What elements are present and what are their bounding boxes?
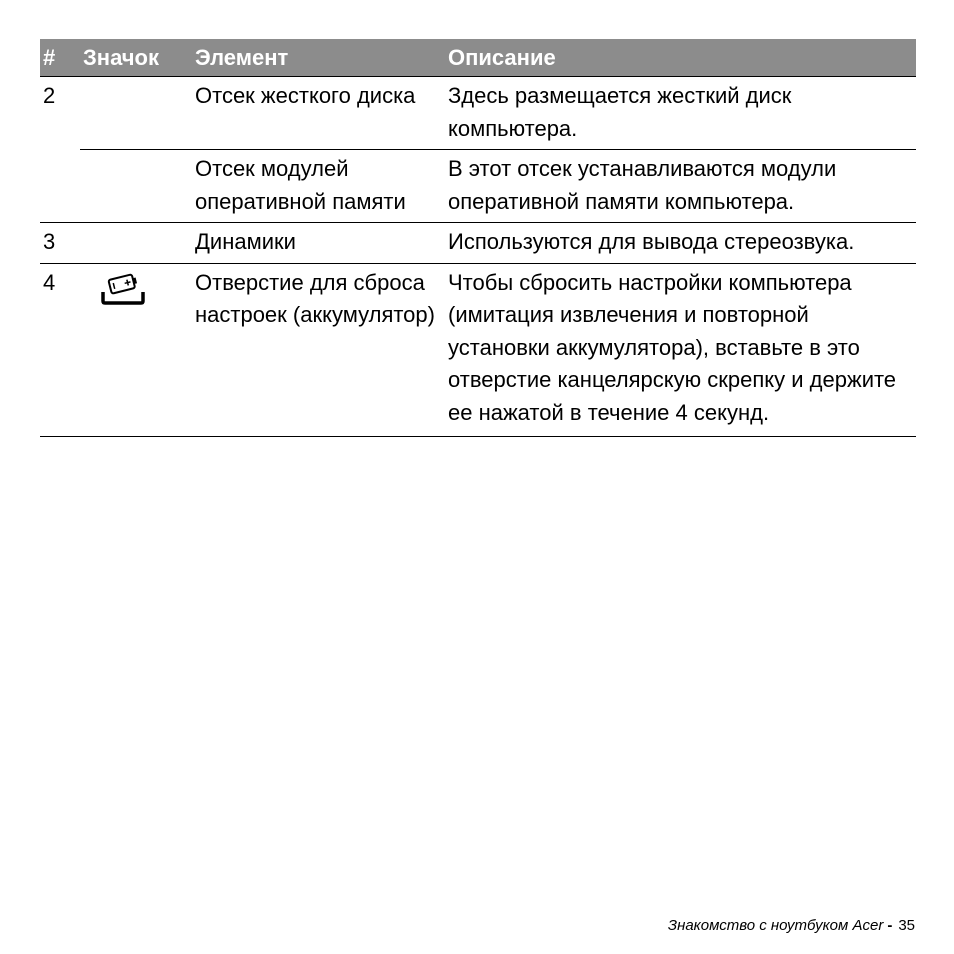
footer-separator: - (887, 917, 893, 934)
table-row (40, 223, 916, 264)
header-description: Описание (445, 39, 916, 77)
header-number: # (40, 39, 80, 77)
page-footer (668, 917, 915, 934)
table-row (40, 77, 916, 150)
row-icon-cell (80, 150, 192, 223)
row-description: Чтобы сбросить настройки компьютера (имитация извлечения и повторной установки аккумулятора), вставьте в это отверстие канцелярскую скрепку и держите ее нажатой в течение 4 секунд. (445, 263, 916, 437)
row-description: Здесь размещается жесткий диск компьютера. (448, 83, 792, 141)
footer-title: Знакомство с ноутбуком Acer (667, 917, 884, 934)
row-element: Отверстие для сброса настроек (аккумулятор) (192, 263, 445, 437)
row-element: Отсек модулей оперативной памяти (192, 150, 445, 223)
table-header-row (40, 39, 916, 77)
page-number: 35 (898, 917, 915, 934)
row-icon-cell (80, 77, 192, 150)
row-icon-cell (80, 223, 192, 264)
header-element: Элемент (192, 39, 445, 77)
table-row (40, 263, 916, 437)
battery-reset-icon (100, 272, 148, 306)
row-number: 4 (40, 263, 80, 437)
components-table (40, 39, 916, 437)
table-row (40, 150, 916, 223)
row-element: Отсек жесткого диска (195, 83, 416, 108)
row-icon-cell (80, 263, 192, 437)
row-description: В этот отсек устанавливаются модули оперативной памяти компьютера. (445, 150, 916, 223)
header-icon: Значок (80, 39, 192, 77)
row-number: 3 (40, 223, 80, 264)
row-number: 2 (43, 83, 56, 108)
row-element: Динамики (192, 223, 445, 264)
row-description: Используются для вывода стереозвука. (445, 223, 916, 264)
